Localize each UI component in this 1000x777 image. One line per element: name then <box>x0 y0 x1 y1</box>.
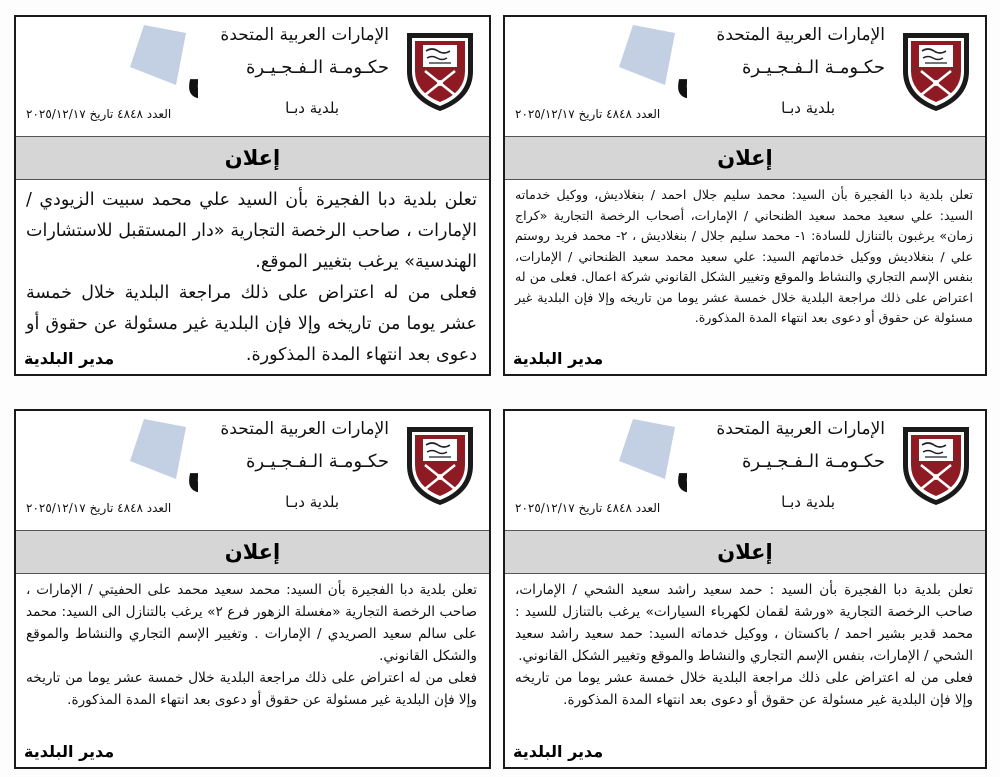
notice-paragraph: تعلن بلدية دبا الفجيرة بأن السيد: محمد سليم جلال احمد / بنغلاديش، ووكيل خدماته السيد: علي سعيد محمد سعيد الظنحاني / الإمارات، أصحاب الرخصة التجارية «كراج زمان» يرغبون بالتنازل للسادة: ١- محمد سليم جلال / بنغلاديش ، ٢- محمد فريد روستم علي / بنغلاديش ووكيل خدماتهم السيد: علي سعيد محمد سعيد الظنحاني / الإمارات، بنفس الإسم التجاري والنشاط والموقع وتغيير الشكل القانوني شركة اعمال. فعلى من له اعتراض على ذلك مراجعة البلدية خلال خمسة عشر يوما من تاريخه وإلا فإن البلدية غير مسئولة عن حقوق أو دعوى بعد انتهاء المدة المذكورة. <box>515 187 974 325</box>
announcement-banner: إعلان <box>16 530 489 574</box>
announcement-banner: إعلان <box>505 530 985 574</box>
issue-info: العدد ٤٨٤٨ تاريخ ٢٠٢٥/١٢/١٧ <box>26 501 172 515</box>
alwatan-logo <box>26 417 198 499</box>
notice-header <box>505 17 985 135</box>
fujairah-crest-icon <box>899 421 973 507</box>
fujairah-crest-icon <box>403 27 477 113</box>
notice-card-4 <box>14 409 491 769</box>
government-name: حكـومـة الـفـجـيـرة <box>741 57 885 78</box>
country-name: الإمارات العربية المتحدة <box>716 25 885 45</box>
country-name: الإمارات العربية المتحدة <box>716 419 885 439</box>
municipality-name: بلدية دبـا <box>781 99 835 117</box>
alwatan-logo <box>26 23 198 105</box>
notice-header <box>16 411 489 529</box>
signature: مدير البلدية <box>24 349 115 368</box>
municipality-name: بلدية دبـا <box>285 493 339 511</box>
notice-body <box>26 185 477 371</box>
notice-body <box>515 185 973 329</box>
municipality-name: بلدية دبـا <box>781 493 835 511</box>
notice-card-3 <box>503 409 987 769</box>
alwatan-logo <box>515 23 687 105</box>
notice-card-2 <box>14 15 491 376</box>
country-name: الإمارات العربية المتحدة <box>220 419 389 439</box>
signature: مدير البلدية <box>513 742 604 761</box>
notice-card-1 <box>503 15 987 376</box>
government-name: حكـومـة الـفـجـيـرة <box>245 451 389 472</box>
fujairah-crest-icon <box>899 27 973 113</box>
announcement-banner: إعلان <box>505 136 985 180</box>
notice-header <box>505 411 985 529</box>
notice-header <box>16 17 489 135</box>
issue-info: العدد ٤٨٤٨ تاريخ ٢٠٢٥/١٢/١٧ <box>515 501 661 515</box>
announcement-banner: إعلان <box>16 136 489 180</box>
notice-paragraph: تعلن بلدية دبا الفجيرة بأن السيد : حمد سعيد راشد سعيد الشحي / الإمارات، صاحب الرخصة التجارية «ورشة لقمان لكهرباء السيارات» يرغب بالتنازل للسيد : محمد قدير بشير احمد / باكستان ، ووكيل خدماته السيد: حمد سعيد راشد سعيد الشحي / الإمارات، بنفس الإسم التجاري والنشاط والموقع وتغيير الشكل القانوني. <box>515 582 973 664</box>
notice-paragraph: فعلى من له اعتراض على ذلك مراجعة البلدية خلال خمسة عشر يوما من تاريخه وإلا فإن البلدية غير مسئولة عن حقوق أو دعوى بعد انتهاء المدة المذكورة. <box>26 283 477 365</box>
signature: مدير البلدية <box>513 349 604 368</box>
notice-body <box>26 579 477 711</box>
fujairah-crest-icon <box>403 421 477 507</box>
government-name: حكـومـة الـفـجـيـرة <box>741 451 885 472</box>
issue-info: العدد ٤٨٤٨ تاريخ ٢٠٢٥/١٢/١٧ <box>515 107 661 121</box>
notice-paragraph: تعلن بلدية دبا الفجيرة بأن السيد علي محمد سبيت الزيودي / الإمارات ، صاحب الرخصة التجارية «دار المستقبل للاستشارات الهندسية» يرغب بتغيير الموقع. <box>26 190 477 272</box>
country-name: الإمارات العربية المتحدة <box>220 25 389 45</box>
government-name: حكـومـة الـفـجـيـرة <box>245 57 389 78</box>
notice-paragraph: فعلى من له اعتراض على ذلك مراجعة البلدية خلال خمسة عشر يوما من تاريخه وإلا فإن البلدية غير مسئولة عن حقوق أو دعوى بعد انتهاء المدة المذكورة. <box>26 670 477 708</box>
signature: مدير البلدية <box>24 742 115 761</box>
issue-info: العدد ٤٨٤٨ تاريخ ٢٠٢٥/١٢/١٧ <box>26 107 172 121</box>
notice-paragraph: تعلن بلدية دبا الفجيرة بأن السيد: محمد سعيد محمد على الحفيتي / الإمارات ، صاحب الرخصة التجارية «مغسلة الزهور فرع ٢» يرغب بالتنازل الى السيد: محمد على سالم سعيد الصريدي / الإمارات . وتغيير الإسم التجاري والنشاط والموقع والشكل القانوني. <box>26 582 477 664</box>
notice-body <box>515 579 973 711</box>
municipality-name: بلدية دبـا <box>285 99 339 117</box>
alwatan-logo <box>515 417 687 499</box>
notice-paragraph: فعلى من له اعتراض على ذلك مراجعة البلدية خلال خمسة عشر يوما من تاريخه وإلا فإن البلدية غير مسئولة عن حقوق أو دعوى بعد انتهاء المدة المذكورة. <box>515 670 973 708</box>
